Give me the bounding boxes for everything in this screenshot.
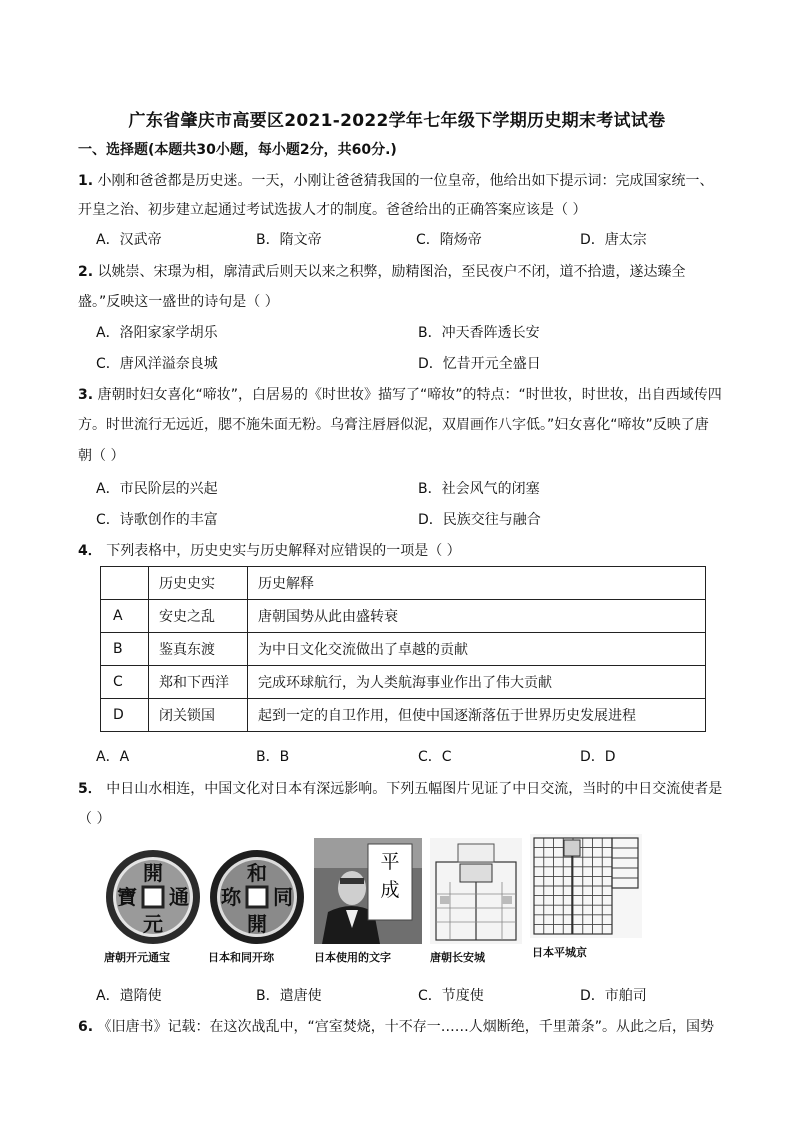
question-6-text-1: 《旧唐书》记载：在这次战乱中，“宫室焚烧，十不存一……人烟断绝，千里萧条”。从此之后，国势 (97, 1019, 715, 1035)
coin-char: 珎 (221, 885, 241, 909)
table-header-row (101, 567, 706, 600)
question-5-option-c[interactable]: C．节度使 (418, 988, 484, 1004)
table-cell: 完成环球航行，为人类航海事业作出了伟大贡献 (248, 666, 706, 699)
coin-char: 元 (143, 912, 163, 936)
coin-char: 通 (169, 885, 189, 909)
question-5-option-d[interactable]: D．市舶司 (580, 988, 647, 1004)
caption-wadokaichin-coin: 日本和同开珎 (208, 951, 274, 964)
table-cell: 鉴真东渡 (149, 633, 248, 666)
table-row (101, 699, 706, 732)
table-cell: 闭关锁国 (149, 699, 248, 732)
changan-city-plan (430, 838, 522, 944)
question-1-text-2: 开皇之治、初步建立起通过考试选拔人才的制度。爸爸给出的正确答案应该是（ ） (78, 202, 587, 218)
question-3-option-a[interactable]: A．市民阶层的兴起 (96, 481, 218, 497)
question-4-option-b[interactable]: B．B (256, 749, 290, 765)
kaiyuan-coin-image (104, 848, 202, 946)
heijokyo-city-plan (530, 834, 642, 938)
question-2-option-a[interactable]: A．洛阳家家学胡乐 (96, 325, 218, 341)
caption-heijokyo: 日本平城京 (532, 946, 587, 959)
question-1-line-1 (78, 170, 714, 190)
table-cell: 起到一定的自卫作用，但使中国逐渐落伍于世界历史发展进程 (248, 699, 706, 732)
table-cell: B (101, 633, 149, 666)
question-6-line-1 (78, 1016, 714, 1036)
table-header-cell: 历史解释 (248, 567, 706, 600)
section-heading: 一、选择题(本题共30小题，每小题2分，共60分.) (78, 142, 397, 158)
question-4-option-a[interactable]: A．A (96, 749, 130, 765)
question-1-text-1: 小刚和爸爸都是历史迷。一天，小刚让爸爸猜我国的一位皇帝，他给出如下提示词：完成国家统一、 (97, 173, 714, 189)
table-cell: 为中日文化交流做出了卓越的贡献 (248, 633, 706, 666)
question-6-number: 6. (78, 1019, 94, 1035)
question-2-option-d[interactable]: D．忆昔开元全盛日 (418, 356, 541, 372)
question-2-option-c[interactable]: C．唐风洋溢奈良城 (96, 356, 218, 372)
question-5-number: 5． (78, 781, 102, 797)
coin-char: 寶 (117, 885, 137, 909)
question-1-option-a[interactable]: A．汉武帝 (96, 232, 162, 248)
figure-row (100, 834, 660, 964)
table-cell: 唐朝国势从此由盛转衰 (248, 600, 706, 633)
wadokaichin-coin-image (208, 848, 306, 946)
sign-char-1: 平 (380, 851, 400, 873)
table-cell: A (101, 600, 149, 633)
question-4-option-d[interactable]: D．D (580, 749, 616, 765)
table-cell: C (101, 666, 149, 699)
question-1-option-b[interactable]: B．隋文帝 (256, 232, 322, 248)
question-2-number: 2. (78, 264, 94, 280)
table-cell: D (101, 699, 149, 732)
history-table (100, 566, 706, 732)
question-4-option-c[interactable]: C．C (418, 749, 452, 765)
question-4-line-1 (78, 540, 461, 560)
caption-changan: 唐朝长安城 (430, 951, 485, 964)
question-5-line-1 (78, 778, 722, 798)
table-row (101, 666, 706, 699)
caption-japanese-script: 日本使用的文字 (314, 951, 391, 964)
caption-kaiyuan-coin: 唐朝开元通宝 (104, 951, 170, 964)
sign-char-2: 成 (380, 879, 400, 901)
question-1-number: 1. (78, 173, 94, 189)
question-5-text-1: 中日山水相连，中国文化对日本有深远影响。下列五幅图片见证了中日交流，当时的中日交流使者是 (106, 781, 723, 797)
exam-title: 广东省肇庆市高要区2021-2022学年七年级下学期历史期末考试试卷 (128, 111, 666, 131)
question-3-line-1 (78, 384, 722, 404)
question-3-option-d[interactable]: D．民族交往与融合 (418, 512, 541, 528)
question-1-option-d[interactable]: D．唐太宗 (580, 232, 647, 248)
question-3-option-b[interactable]: B．社会风气的闭塞 (418, 481, 540, 497)
heisei-announcement-photo (314, 838, 422, 944)
question-2-option-b[interactable]: B．冲天香阵透长安 (418, 325, 540, 341)
question-3-option-c[interactable]: C．诗歌创作的丰富 (96, 512, 218, 528)
question-3-number: 3. (78, 387, 94, 403)
question-3-text-1: 唐朝时妇女喜化“啼妆”，白居易的《时世妆》描写了“啼妆”的特点：“时世妆，时世妆，出自西域传四 (97, 387, 722, 403)
coin-char: 和 (247, 861, 267, 885)
table-header-cell: 历史史实 (149, 567, 248, 600)
table-header-cell (101, 567, 149, 600)
question-5-option-a[interactable]: A．遣隋使 (96, 988, 162, 1004)
question-3-text-3: 朝（ ） (78, 448, 125, 464)
question-5-text-2: （ ） (78, 811, 111, 827)
coin-char: 同 (273, 885, 293, 909)
question-2-text-1: 以姚崇、宋璟为相，廓清武后则天以来之积弊，励精图治，至民夜户不闭，道不拾遗，遂达臻全 (97, 264, 686, 280)
question-1-option-c[interactable]: C．隋炀帝 (416, 232, 482, 248)
coin-char: 開 (143, 861, 163, 885)
coin-char: 開 (247, 912, 267, 936)
question-3-text-2: 方。时世流行无远近，腮不施朱面无粉。乌膏注唇唇似泥，双眉画作八字低。”妇女喜化“啼妆”反映了唐 (78, 417, 709, 433)
question-4-text-1: 下列表格中，历史史实与历史解释对应错误的一项是（ ） (106, 543, 461, 559)
table-cell: 安史之乱 (149, 600, 248, 633)
table-row (101, 600, 706, 633)
question-5-option-b[interactable]: B．遣唐使 (256, 988, 322, 1004)
table-cell: 郑和下西洋 (149, 666, 248, 699)
question-2-line-1 (78, 261, 686, 281)
table-row (101, 633, 706, 666)
question-4-number: 4． (78, 543, 102, 559)
question-2-text-2: 盛。”反映这一盛世的诗句是（ ） (78, 294, 279, 310)
